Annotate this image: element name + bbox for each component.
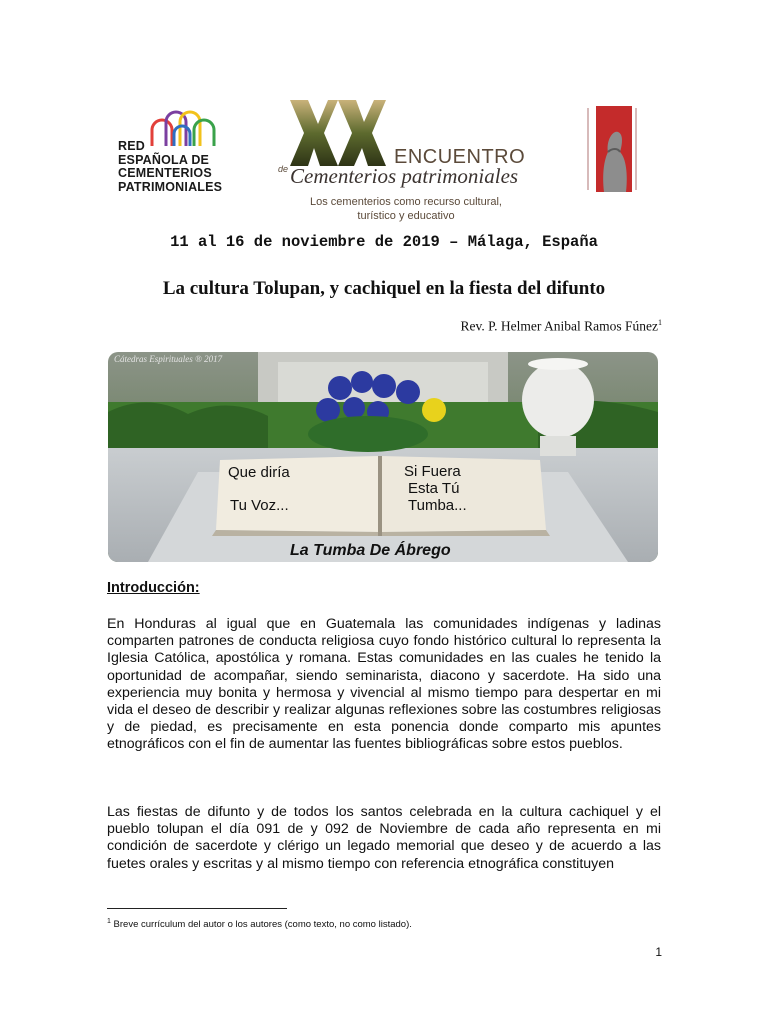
- red-iberoamericana-logo: [578, 94, 646, 198]
- author-footnote-mark: 1: [658, 318, 662, 327]
- tomb-photo-art: [108, 352, 658, 562]
- xx-numeral-art: [290, 100, 386, 166]
- red-logo-line-4: PATRIMONIALES: [118, 179, 223, 194]
- book-right-line-1: Si Fuera: [404, 463, 461, 480]
- photo-watermark: Cátedras Espirituales ® 2017: [114, 354, 223, 364]
- book-left-line-1: Que diría: [228, 464, 290, 481]
- paragraph-2: Las fiestas de difunto y de todos los santos celebrada en la cultura cachiquel y el pueblo tolupan el día 091 de y 092 de Noviembre de cada año representa en mi condición de sacerdote y clérigo un legado memorial que deseo y de acuerdo a las fuetes orales y escritas y al mismo tiempo con referencia etnográfica constituyen: [107, 804, 661, 872]
- tomb-photo: [108, 352, 658, 562]
- logo-subtitle-1: Los cementerios como recurso cultural,: [310, 196, 502, 208]
- logo-subtitle-2: turístico y educativo: [357, 210, 455, 222]
- book-right-line-2: Esta Tú: [408, 480, 460, 497]
- book-left-line-2: Tu Voz...: [230, 497, 289, 514]
- ibero-hand-art: [578, 94, 646, 198]
- photo-caption: La Tumba De Ábrego: [290, 542, 451, 559]
- encuentro-word: ENCUENTRO: [394, 146, 526, 168]
- event-date-line: 11 al 16 de noviembre de 2019 – Málaga, España: [170, 233, 598, 251]
- xx-encuentro-logo: [278, 100, 526, 228]
- cementerios-name: Cementerios patrimoniales: [290, 164, 519, 188]
- red-espanola-logo: [118, 108, 228, 198]
- red-logo-text: [118, 140, 222, 194]
- de-word: de: [278, 164, 289, 174]
- footnote: [107, 918, 412, 930]
- author-line: [461, 318, 662, 335]
- footnote-mark: 1: [107, 918, 111, 925]
- page-number: 1: [655, 945, 662, 959]
- footnote-text: Breve currículum del autor o los autores (como texto, no como listado).: [113, 919, 412, 931]
- red-logo-line-2: ESPAÑOLA DE: [118, 152, 210, 167]
- red-logo-line-1: RED: [118, 139, 145, 153]
- author-name: Rev. P. Helmer Anibal Ramos Fúnez: [460, 318, 658, 334]
- page-title: La cultura Tolupan, y cachiquel en la fiesta del difunto: [162, 278, 606, 299]
- red-logo-line-3: CEMENTERIOS: [118, 166, 212, 180]
- paragraph-1: En Honduras al igual que en Guatemala las comunidades indígenas y ladinas comparten patrones de conducta religiosa cuyo fondo histórico cultural lo representa la Iglesia Católica, apostólica y romana. Estas comunidades en las cuales he tenido la oportunidad de acompañar, siendo seminarista, diacono y sacerdote. Ha sido una experiencia muy bonita y hermosa y vivencial al mismo tiempo para despertar en mi vida el deseo de describir y realizar algunas reflexiones sobre las costumbres religiosas y de piedad, es precisamente en esta ponencia donde comparto mis apuntes etnográficos con el fin de aumentar las fuentes bibliográficas sobre estos pueblos.: [107, 616, 661, 753]
- footnote-separator: [107, 908, 287, 909]
- section-heading-introduccion: Introducción:: [107, 580, 200, 596]
- book-right-line-3: Tumba...: [408, 497, 467, 514]
